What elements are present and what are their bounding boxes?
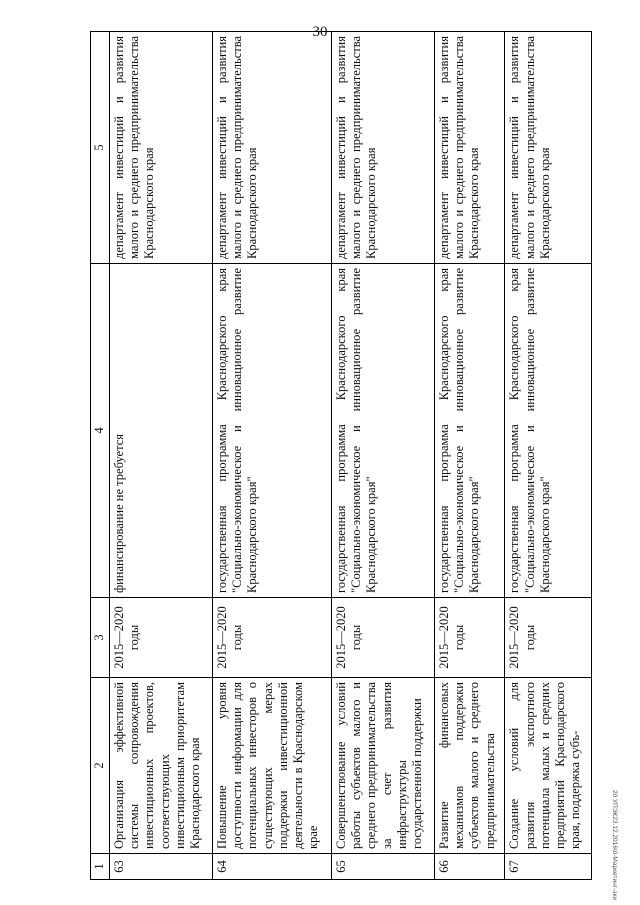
period-cell: 2015—2020 годы: [212, 598, 331, 678]
executor-cell: департамент инвестиций и развития малого и среднего предпринимательства Краснодарского края: [505, 32, 592, 264]
side-note: 20 УПЭК23.12.2016\0-Маркетинг-эки: [611, 790, 618, 900]
source-cell: государственная программа Краснодарского края "Социально-экономическое и инновационное развитие Краснодарского края": [434, 264, 504, 598]
measure-cell: Повышение уровня доступности информации для потенциальных инвесторов о существующих мерах поддержки инвестиционной деятельности в Краснодарском крае: [212, 678, 331, 854]
row-number: 67: [505, 854, 592, 880]
measure-cell: Организация эффективной системы сопровождения инвестиционных проектов, соответствующих инвестиционным приоритетам Краснодарского края: [110, 678, 213, 854]
header-cell: 2: [91, 678, 110, 854]
source-cell: финансирование не требуется: [110, 264, 213, 598]
measure-cell: Создание условий для развития экспортного потенциала малых и средних предприятий Краснодарского края, поддержка субъ-: [505, 678, 592, 854]
table-row: [505, 32, 592, 880]
row-number: 64: [212, 854, 331, 880]
source-cell: государственная программа Краснодарского края "Социально-экономическое и инновационное развитие Краснодарского края": [332, 264, 435, 598]
measures-table: [90, 31, 592, 880]
table-row: [212, 32, 331, 880]
executor-cell: департамент инвестиций и развития малого и среднего предпринимательства Краснодарского края: [110, 32, 213, 264]
table-row: [110, 32, 213, 880]
table-header-row: [91, 32, 110, 880]
source-cell: государственная программа Краснодарского края "Социально-экономическое и инновационное развитие Краснодарского края": [212, 264, 331, 598]
measure-cell: Совершенствование условий работы субъектов малого и среднего предпринимательства за счет развития инфраструктуры государственной поддержки: [332, 678, 435, 854]
executor-cell: департамент инвестиций и развития малого и среднего предпринимательства Краснодарского края: [212, 32, 331, 264]
row-number: 65: [332, 854, 435, 880]
executor-cell: департамент инвестиций и развития малого и среднего предпринимательства Краснодарского края: [434, 32, 504, 264]
executor-cell: департамент инвестиций и развития малого и среднего предпринимательства Краснодарского края: [332, 32, 435, 264]
rotated-table-wrapper: [90, 32, 592, 880]
page-number: 30: [312, 24, 328, 40]
row-number: 66: [434, 854, 504, 880]
table-row: [434, 32, 504, 880]
header-cell: 1: [91, 854, 110, 880]
header-cell: 5: [91, 32, 110, 264]
period-cell: 2015—2020 годы: [505, 598, 592, 678]
table-row: [332, 32, 435, 880]
period-cell: 2015—2020 годы: [110, 598, 213, 678]
measure-cell: Развитие финансовых механизмов поддержки субъектов малого и среднего предпринимательства: [434, 678, 504, 854]
source-cell: государственная программа Краснодарского края "Социально-экономическое и инновационное развитие Краснодарского края": [505, 264, 592, 598]
header-cell: 3: [91, 598, 110, 678]
header-cell: 4: [91, 264, 110, 598]
row-number: 63: [110, 854, 213, 880]
period-cell: 2015—2020 годы: [434, 598, 504, 678]
period-cell: 2015—2020 годы: [332, 598, 435, 678]
